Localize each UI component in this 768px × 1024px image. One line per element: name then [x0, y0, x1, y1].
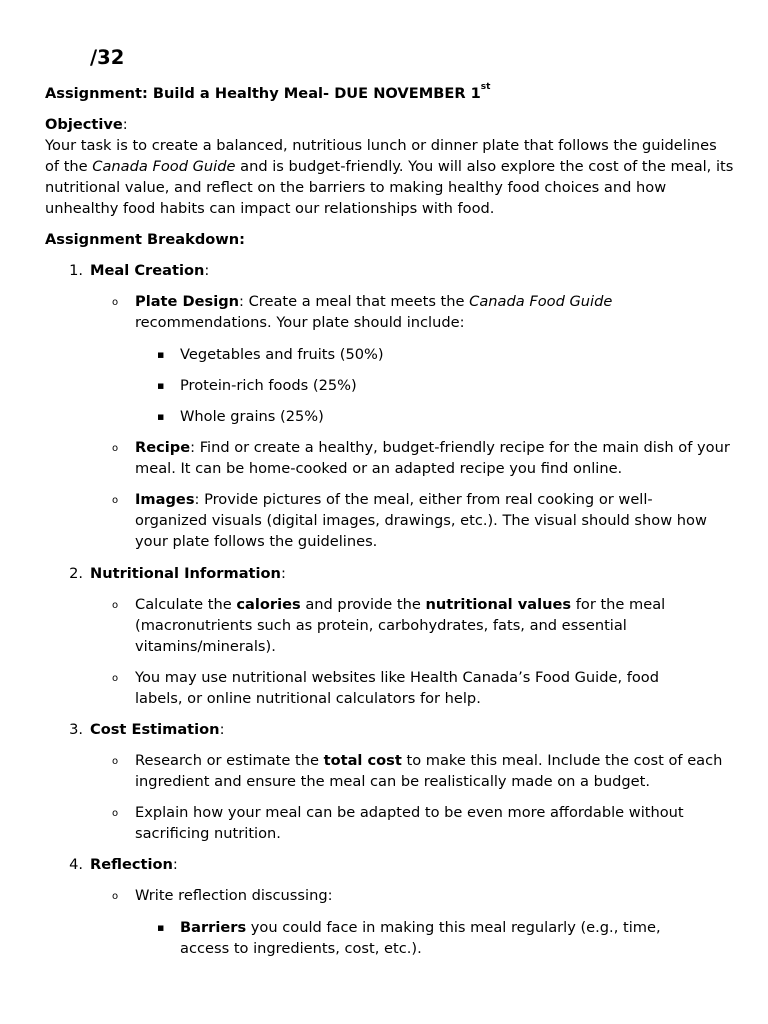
bullet-square: ▪: [157, 379, 165, 392]
objective-text-1: Your task is to create a balanced, nutritious lunch or dinner plate that follows the guidelines of the: [45, 137, 717, 175]
section-number-2: 2.: [69, 565, 83, 582]
objective-text-2: and is budget-friendly. You will also explore the cost of the meal, its nutritional value, and reflect on the barriers to making healthy food choices and how unhealthy food habits can impact our relationships with food.: [45, 158, 734, 217]
meal-creation-label: Meal Creation: [90, 262, 205, 279]
bullet-square: ▪: [157, 410, 165, 423]
section-number-4: 4.: [69, 856, 83, 873]
research-cost-item: [135, 750, 735, 792]
recipe-label: Recipe: [135, 439, 191, 456]
section-heading-reflection: [90, 854, 178, 875]
plate-design-text-1: : Create a meal that meets the: [239, 293, 470, 310]
breakdown-heading: Assignment Breakdown:: [45, 231, 246, 248]
total-cost-term: total cost: [323, 752, 402, 769]
section-number-1: 1.: [69, 262, 83, 279]
images-item: [135, 489, 707, 552]
section-heading-nutritional-information: [90, 563, 286, 584]
section-heading-cost-estimation: [90, 719, 224, 740]
recipe-text: : Find or create a healthy, budget-friendly recipe for the main dish of your meal. It can be home-cooked or an adapted recipe you find online.: [135, 439, 730, 477]
bullet-circle: o: [112, 297, 119, 308]
recipe-item: [135, 437, 735, 479]
plate-item-grains: Whole grains (25%): [180, 408, 324, 425]
calculate-item: [135, 594, 707, 657]
objective-colon: :: [122, 116, 128, 133]
title-superscript: st: [480, 82, 491, 92]
calculate-text-3: for the meal (macronutrients such as protein, carbohydrates, fats, and essential vitamins/minerals).: [135, 596, 666, 655]
images-label: Images: [135, 491, 195, 508]
section-number-3: 3.: [69, 721, 83, 738]
barriers-item: [180, 917, 710, 959]
bullet-circle: o: [112, 808, 119, 819]
plate-design-text-2: recommendations. Your plate should include:: [135, 314, 465, 331]
barriers-label: Barriers: [180, 919, 247, 936]
objective-guide-name: Canada Food Guide: [92, 158, 236, 175]
nutritional-information-colon: :: [280, 565, 286, 582]
bullet-circle: o: [112, 600, 119, 611]
nutritional-values-term: nutritional values: [425, 596, 572, 613]
research-text-2: to make this meal. Include the cost of each ingredient and ensure the meal can be realistically made on a budget.: [135, 752, 723, 790]
bullet-circle: o: [112, 756, 119, 767]
nutrition-sites-item: You may use nutritional websites like Health Canada’s Food Guide, food labels, or online nutritional calculators for help.: [135, 669, 659, 707]
bullet-circle: o: [112, 495, 119, 506]
plate-item-vegetables: Vegetables and fruits (50%): [180, 346, 384, 363]
explain-afford-item: Explain how your meal can be adapted to be even more affordable without sacrificing nutrition.: [135, 804, 684, 842]
calculate-text-2: and provide the: [300, 596, 426, 613]
write-reflection-item: Write reflection discussing:: [135, 887, 333, 904]
meal-creation-colon: :: [204, 262, 210, 279]
assignment-title: [45, 83, 490, 104]
reflection-colon: :: [172, 856, 178, 873]
reflection-label: Reflection: [90, 856, 173, 873]
plate-design-item: [135, 291, 735, 333]
bullet-square: ▪: [157, 348, 165, 361]
score-total: /32: [90, 46, 125, 69]
plate-item-protein: Protein-rich foods (25%): [180, 377, 357, 394]
bullet-circle: o: [112, 673, 119, 684]
title-text: Assignment: Build a Healthy Meal- DUE NOVEMBER 1: [45, 85, 481, 102]
plate-design-label: Plate Design: [135, 293, 240, 310]
bullet-square: ▪: [157, 921, 165, 934]
bullet-circle: o: [112, 891, 119, 902]
cost-estimation-label: Cost Estimation: [90, 721, 220, 738]
plate-design-guide-name: Canada Food Guide: [469, 293, 613, 310]
research-text-1: Research or estimate the: [135, 752, 324, 769]
nutritional-information-label: Nutritional Information: [90, 565, 281, 582]
images-text: : Provide pictures of the meal, either from real cooking or well-organized visuals (digital images, drawings, etc.). The visual should show how your plate follows the guidelines.: [135, 491, 707, 550]
objective-label: Objective: [45, 116, 123, 133]
objective-heading: [45, 114, 128, 135]
section-heading-meal-creation: [90, 260, 209, 281]
calculate-text-1: Calculate the: [135, 596, 237, 613]
cost-estimation-colon: :: [219, 721, 225, 738]
bullet-circle: o: [112, 443, 119, 454]
calories-term: calories: [236, 596, 301, 613]
objective-paragraph: [45, 135, 735, 219]
barriers-text: you could face in making this meal regularly (e.g., time, access to ingredients, cost, etc.).: [180, 919, 661, 957]
